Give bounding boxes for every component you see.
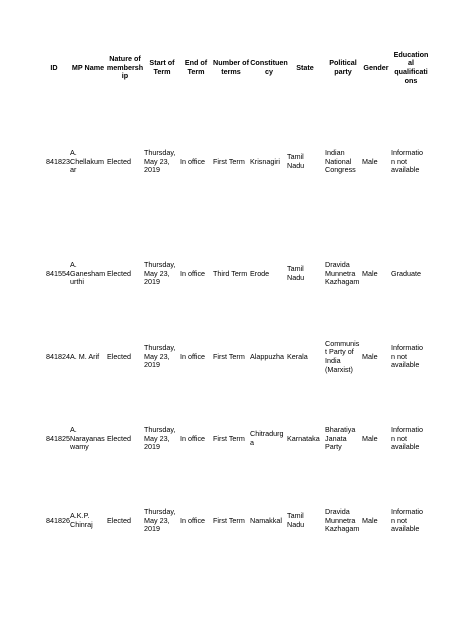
header-nature-line: ip bbox=[121, 71, 129, 81]
row-3-id bbox=[38, 353, 70, 362]
row-4-id-line: 841825 bbox=[46, 433, 70, 443]
row-3-start-line: 2019 bbox=[144, 360, 160, 370]
row-2-state-line: Nadu bbox=[287, 272, 305, 282]
header-id-line: ID bbox=[50, 62, 58, 72]
row-4-name-line: Narayanas bbox=[70, 433, 105, 443]
row-4-party bbox=[325, 426, 361, 452]
row-4-education bbox=[391, 426, 431, 452]
row-3-start-line: Thursday, bbox=[144, 343, 176, 353]
header-start-line: Start of bbox=[149, 58, 175, 68]
row-1-name-line: A. bbox=[70, 148, 77, 158]
row-4-party-line: Bharatiya bbox=[325, 425, 356, 435]
row-3-end bbox=[180, 353, 212, 362]
row-5-gender bbox=[362, 517, 390, 526]
row-4-gender-line: Male bbox=[362, 433, 378, 443]
row-5-education-line: Informatio bbox=[391, 507, 423, 517]
row-2-nature-line: Elected bbox=[107, 268, 131, 278]
row-1-constituency-line: Krisnagiri bbox=[250, 156, 280, 166]
row-4-name-line: A. bbox=[70, 425, 77, 435]
row-4-nature bbox=[107, 435, 141, 444]
row-2-name-line: Ganesham bbox=[70, 268, 106, 278]
row-3-education-line: Informatio bbox=[391, 343, 423, 353]
row-1-nature bbox=[107, 158, 141, 167]
row-2-nature bbox=[107, 270, 141, 279]
header-nature-line: Nature of bbox=[109, 54, 141, 64]
row-5-terms bbox=[213, 517, 249, 526]
header-constituency-line: cy bbox=[265, 66, 273, 76]
row-4-party-line: Party bbox=[325, 442, 342, 452]
row-4-nature-line: Elected bbox=[107, 433, 131, 443]
row-5-name bbox=[70, 512, 106, 529]
row-2-end-line: In office bbox=[180, 268, 206, 278]
row-1-terms-line: First Term bbox=[213, 156, 245, 166]
row-1-gender-line: Male bbox=[362, 156, 378, 166]
row-3-terms-line: First Term bbox=[213, 351, 245, 361]
row-4-terms-line: First Term bbox=[213, 433, 245, 443]
header-mp-name-line: MP Name bbox=[71, 62, 105, 72]
row-1-party-line: Indian bbox=[325, 148, 345, 158]
row-5-state-line: Nadu bbox=[287, 519, 305, 529]
row-3-start-line: May 23, bbox=[144, 351, 170, 361]
row-2-start-line: 2019 bbox=[144, 277, 160, 287]
header-gender-line: Gender bbox=[363, 62, 389, 72]
row-2-name bbox=[70, 261, 106, 287]
header-id bbox=[40, 64, 68, 73]
header-end-line: End of bbox=[184, 58, 208, 68]
row-5-terms-line: First Term bbox=[213, 515, 245, 525]
row-4-start-line: Thursday, bbox=[144, 425, 176, 435]
row-1-id bbox=[38, 158, 70, 167]
row-5-name-line: A.K.P. bbox=[70, 511, 90, 521]
header-education-line: ons bbox=[404, 75, 418, 85]
row-1-constituency bbox=[250, 158, 288, 167]
row-1-education-line: Informatio bbox=[391, 148, 423, 158]
row-1-name-line: Chellakum bbox=[70, 156, 104, 166]
row-1-start-line: 2019 bbox=[144, 165, 160, 175]
row-3-gender-line: Male bbox=[362, 351, 378, 361]
header-party bbox=[324, 59, 362, 76]
row-2-party bbox=[325, 261, 361, 287]
header-end bbox=[180, 59, 212, 76]
row-1-party bbox=[325, 149, 361, 175]
row-1-end bbox=[180, 158, 212, 167]
row-3-party-line: (Marxist) bbox=[325, 364, 353, 374]
row-4-start-line: 2019 bbox=[144, 442, 160, 452]
row-5-education bbox=[391, 508, 431, 534]
row-3-constituency bbox=[250, 353, 288, 362]
row-3-state-line: Kerala bbox=[287, 351, 308, 361]
row-5-gender-line: Male bbox=[362, 515, 378, 525]
row-3-party-line: Communis bbox=[325, 338, 360, 348]
header-terms bbox=[212, 59, 250, 76]
row-4-end-line: In office bbox=[180, 433, 206, 443]
row-1-start-line: May 23, bbox=[144, 156, 170, 166]
header-nature-line: membersh bbox=[106, 62, 144, 72]
row-5-end-line: In office bbox=[180, 515, 206, 525]
header-party-line: Political bbox=[329, 58, 357, 68]
row-3-start bbox=[144, 344, 180, 370]
row-1-state-line: Nadu bbox=[287, 160, 305, 170]
row-3-end-line: In office bbox=[180, 351, 206, 361]
row-3-state bbox=[287, 353, 321, 362]
row-2-terms-line: Third Term bbox=[213, 268, 248, 278]
row-3-education bbox=[391, 344, 431, 370]
row-3-nature bbox=[107, 353, 141, 362]
header-start-line: Term bbox=[153, 66, 171, 76]
row-1-party-line: National bbox=[325, 156, 352, 166]
row-3-party-line: t Party of bbox=[325, 347, 354, 357]
row-4-constituency bbox=[250, 430, 288, 447]
row-1-id-line: 841823 bbox=[46, 156, 70, 166]
row-2-name-line: A. bbox=[70, 260, 77, 270]
row-4-name-line: wamy bbox=[70, 442, 89, 452]
row-4-education-line: n not bbox=[391, 433, 407, 443]
row-1-education bbox=[391, 149, 431, 175]
header-education-line: Education bbox=[393, 49, 429, 59]
row-2-id-line: 841554 bbox=[46, 268, 70, 278]
header-party-line: party bbox=[334, 66, 352, 76]
row-1-nature-line: Elected bbox=[107, 156, 131, 166]
row-1-state-line: Tamil bbox=[287, 152, 304, 162]
header-start bbox=[144, 59, 180, 76]
row-5-constituency bbox=[250, 517, 288, 526]
row-2-party-line: Dravida bbox=[325, 260, 350, 270]
row-2-party-line: Kazhagam bbox=[325, 277, 360, 287]
row-5-start-line: May 23, bbox=[144, 515, 170, 525]
row-2-education bbox=[391, 270, 431, 279]
row-1-party-line: Congress bbox=[325, 165, 356, 175]
row-2-state-line: Tamil bbox=[287, 264, 304, 274]
row-2-constituency-line: Erode bbox=[250, 268, 270, 278]
row-5-party-line: Munnetra bbox=[325, 515, 356, 525]
row-2-id bbox=[38, 270, 70, 279]
row-5-start-line: 2019 bbox=[144, 524, 160, 534]
row-4-party-line: Janata bbox=[325, 433, 347, 443]
row-4-constituency-line: Chitradurg bbox=[250, 429, 284, 439]
row-5-party-line: Dravida bbox=[325, 507, 350, 517]
row-2-start-line: May 23, bbox=[144, 268, 170, 278]
row-2-constituency bbox=[250, 270, 288, 279]
row-5-education-line: n not bbox=[391, 515, 407, 525]
header-gender bbox=[362, 64, 390, 73]
row-4-start bbox=[144, 426, 180, 452]
row-3-terms bbox=[213, 353, 249, 362]
row-4-state-line: Karnataka bbox=[287, 433, 320, 443]
row-4-terms bbox=[213, 435, 249, 444]
header-terms-line: terms bbox=[221, 66, 241, 76]
row-2-start bbox=[144, 261, 180, 287]
row-2-party-line: Munnetra bbox=[325, 268, 356, 278]
row-3-name bbox=[70, 353, 106, 362]
row-5-state-line: Tamil bbox=[287, 511, 304, 521]
row-1-start-line: Thursday, bbox=[144, 148, 176, 158]
row-5-education-line: available bbox=[391, 524, 420, 534]
row-1-terms bbox=[213, 158, 249, 167]
row-4-id bbox=[38, 435, 70, 444]
row-5-name-line: Chinraj bbox=[70, 519, 93, 529]
row-2-gender bbox=[362, 270, 390, 279]
header-constituency bbox=[250, 59, 288, 76]
row-5-nature bbox=[107, 517, 141, 526]
row-5-start bbox=[144, 508, 180, 534]
row-1-end-line: In office bbox=[180, 156, 206, 166]
header-education-line: qualificati bbox=[394, 66, 428, 76]
row-5-start-line: Thursday, bbox=[144, 507, 176, 517]
row-2-end bbox=[180, 270, 212, 279]
row-2-gender-line: Male bbox=[362, 268, 378, 278]
row-3-constituency-line: Alappuzha bbox=[250, 351, 284, 361]
row-5-party-line: Kazhagam bbox=[325, 524, 360, 534]
row-1-education-line: available bbox=[391, 165, 420, 175]
row-2-terms bbox=[213, 270, 249, 279]
row-4-end bbox=[180, 435, 212, 444]
row-2-start-line: Thursday, bbox=[144, 260, 176, 270]
row-5-id bbox=[38, 517, 70, 526]
row-3-education-line: available bbox=[391, 360, 420, 370]
row-1-name-line: ar bbox=[70, 165, 77, 175]
header-terms-line: Number of bbox=[213, 58, 249, 68]
header-constituency-line: Constituen bbox=[250, 58, 288, 68]
row-5-end bbox=[180, 517, 212, 526]
row-1-state bbox=[287, 153, 321, 170]
row-5-constituency-line: Namakkal bbox=[250, 515, 282, 525]
row-3-education-line: n not bbox=[391, 351, 407, 361]
row-5-nature-line: Elected bbox=[107, 515, 131, 525]
header-education-line: al bbox=[408, 58, 414, 68]
row-4-name bbox=[70, 426, 106, 452]
row-1-start bbox=[144, 149, 180, 175]
row-1-name bbox=[70, 149, 106, 175]
row-2-education-line: Graduate bbox=[391, 268, 421, 278]
row-5-party bbox=[325, 508, 361, 534]
row-1-gender bbox=[362, 158, 390, 167]
row-3-gender bbox=[362, 353, 390, 362]
row-3-id-line: 841824 bbox=[46, 351, 70, 361]
row-4-education-line: available bbox=[391, 442, 420, 452]
row-3-party bbox=[325, 340, 361, 374]
header-state bbox=[288, 64, 322, 73]
header-education bbox=[390, 51, 432, 85]
row-2-name-line: urthi bbox=[70, 277, 84, 287]
row-3-name-line: A. M. Arif bbox=[70, 351, 100, 361]
header-state-line: State bbox=[296, 62, 314, 72]
header-mp-name bbox=[69, 64, 107, 73]
header-nature bbox=[106, 55, 144, 81]
row-3-nature-line: Elected bbox=[107, 351, 131, 361]
row-2-state bbox=[287, 265, 321, 282]
row-4-constituency-line: a bbox=[250, 437, 254, 447]
row-5-state bbox=[287, 512, 321, 529]
row-3-party-line: India bbox=[325, 355, 341, 365]
row-1-education-line: n not bbox=[391, 156, 407, 166]
header-end-line: Term bbox=[187, 66, 205, 76]
row-4-education-line: Informatio bbox=[391, 425, 423, 435]
row-5-id-line: 841826 bbox=[46, 515, 70, 525]
row-4-state bbox=[287, 435, 321, 444]
row-4-start-line: May 23, bbox=[144, 433, 170, 443]
row-4-gender bbox=[362, 435, 390, 444]
